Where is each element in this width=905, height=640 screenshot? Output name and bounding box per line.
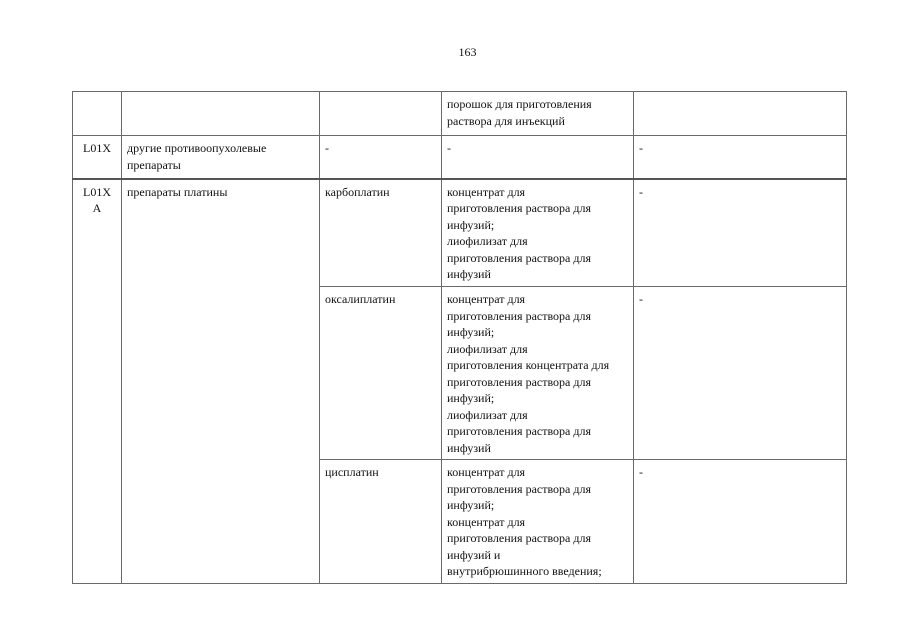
note-cell: - [634, 179, 847, 287]
group-cell: другие противоопухолевые препараты [122, 136, 320, 179]
substance-cell: цисплатин [320, 460, 442, 584]
atc-code-cell: L01X [73, 136, 122, 179]
dosage-form-cell: порошок для приготовления раствора для инъекций [442, 92, 634, 136]
group-cell: препараты платины [122, 179, 320, 584]
page-number: 163 [458, 45, 477, 59]
atc-code-cell: L01X A [73, 179, 122, 584]
substance-cell: оксалиплатин [320, 287, 442, 460]
dosage-form-cell: концентрат для приготовления раствора для инфузий; лиофилизат для приготовления концентрата для приготовления раствора для инфузий; лиофилизат для приготовления раствора для инфузий [442, 287, 634, 460]
table-row [73, 92, 847, 136]
substance-cell: карбоплатин [320, 179, 442, 287]
note-cell: - [634, 460, 847, 584]
medication-table [72, 91, 847, 584]
table-row [73, 136, 847, 179]
atc-code-cell [73, 92, 122, 136]
substance-cell: - [320, 136, 442, 179]
note-cell [634, 92, 847, 136]
substance-cell [320, 92, 442, 136]
dosage-form-cell: концентрат для приготовления раствора для инфузий; лиофилизат для приготовления раствора для инфузий [442, 179, 634, 287]
dosage-form-cell: концентрат для приготовления раствора для инфузий; концентрат для приготовления раствора для инфузий и внутрибрюшинного введения; [442, 460, 634, 584]
group-cell [122, 92, 320, 136]
table-row [73, 179, 847, 287]
note-cell: - [634, 287, 847, 460]
note-cell: - [634, 136, 847, 179]
dosage-form-cell: - [442, 136, 634, 179]
